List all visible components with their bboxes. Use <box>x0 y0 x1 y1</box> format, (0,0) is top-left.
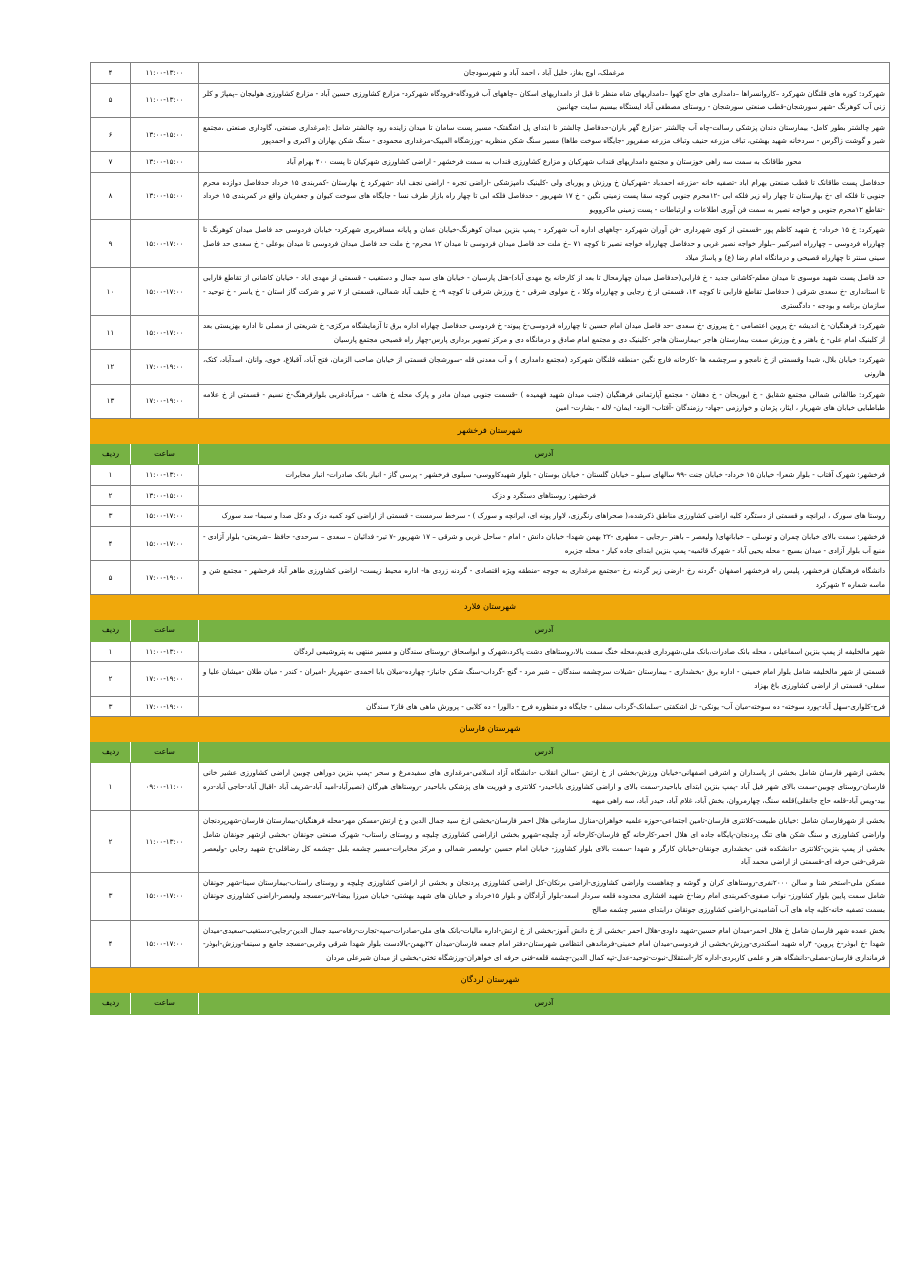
table-row <box>91 506 890 527</box>
column-header-row-number: ردیف <box>91 741 131 763</box>
time-cell: ۱۱:۰۰-۱۳:۰۰ <box>130 641 198 662</box>
column-header-address: آدرس <box>198 993 889 1015</box>
address-cell: فرخشهر: روستاهای دستگرد و دزک <box>198 485 889 506</box>
column-header-time: ساعت <box>130 993 198 1015</box>
address-cell: دانشگاه فرهنگیان فرخشهر، پلیس راه فرخشهر اصفهان -گردنه رخ -ارضی زیر گردنه رخ -مجتمع مرغداری به جوجه -منطقه ویژه اقتصادی - گردنه زردی ها- اداره محیط زیست- اراضی کشاورزی طاهر آباد فرخشهر - مجتمع شن و ماسه شماره ۲ شهرکرد <box>198 561 889 595</box>
time-cell: ۱۵:۰۰-۱۷:۰۰ <box>130 506 198 527</box>
time-cell: ۰۹:۰۰-۱۱:۰۰ <box>130 763 198 811</box>
row-number-cell: ۱۱ <box>91 316 131 350</box>
column-header-time: ساعت <box>130 443 198 465</box>
table-row <box>91 641 890 662</box>
time-cell: ۱۵:۰۰-۱۷:۰۰ <box>130 920 198 968</box>
county-title: شهرستان فرخشهر <box>91 418 890 443</box>
column-header-row-number: ردیف <box>91 443 131 465</box>
row-number-cell: ۹ <box>91 220 131 268</box>
county-header-row <box>91 595 890 620</box>
outage-schedule-table <box>90 62 890 1015</box>
table-row <box>91 384 890 418</box>
row-number-cell: ۱ <box>91 641 131 662</box>
column-header-time: ساعت <box>130 741 198 763</box>
table-row <box>91 561 890 595</box>
column-header-row <box>91 741 890 763</box>
address-cell: بخشی ازشهر فارسان شامل بخشی از پاسداران و اشرفی اصفهانی-خیابان ورزش-بخشی از خ ارتش -سالن انقلاب -دانشگاه آزاد اسلامی-مرغداری های سفیدمرغ و سحر -پمپ بنزین دوراهی چوبین اراضی کشاورزی عشیر خانی فارسان-روستای چوبین-سمت بالای شهر فیل آباد -پمپ بنزین ابتدای باباحیدر-سمت بالای و اراضی کشاورزی باباحیدر- کلانتری و فوریت های پزشکی باباحیدر -روستاهای هیرگان (نصیرآباد-امید آباد-شریف آباد -اقبال آباد-حاجی آباد-دره بید-ویس آباد-قلعه حاج جانقلی)قلعه سنگ، چهارمروان، بخش آباد، غلام آباد، حیدر آباد، سه راهی میهه <box>198 763 889 811</box>
table-row <box>91 350 890 384</box>
column-header-row-number: ردیف <box>91 993 131 1015</box>
address-cell: شهرکرد: فرهنگیان- خ اندیشه -خ پروین اعتصامی - خ پیروزی -خ سعدی -حد فاصل میدان امام حسین تا چهارراه فردوسی-خ پیوند- خ فردوسی حدفاصل چهاراه اداره برق تا آزمایشگاه مرکزی- خ شریعتی از مصلی تا اداره بهزیستی بعد از کلینیک امام علی- خ باهنر و خ ورزش سمت بیمارستان هاجر -بیمارستان هاجر -کلینیک دی و مجتمع امام صادق و درمانگاه دی و مرکز تصویر برداری پارس-چهار راه قصیحی مجتمع پارسیان <box>198 316 889 350</box>
address-cell: مرغملک، اوج بغاز، خلیل آباد ، احمد آباد و شهرسودجان <box>198 63 889 84</box>
table-row <box>91 117 890 151</box>
county-header-row <box>91 418 890 443</box>
time-cell: ۱۳:۰۰-۱۵:۰۰ <box>130 152 198 173</box>
county-title: شهرستان فارسان <box>91 717 890 742</box>
column-header-row <box>91 993 890 1015</box>
table-row <box>91 662 890 696</box>
time-cell: ۱۱:۰۰-۱۳:۰۰ <box>130 63 198 84</box>
table-row <box>91 485 890 506</box>
address-cell: حدفاصل پست طاقانک تا قطب صنعتی بهرام اباد -تصفیه خانه -مزرعه احمدباد -شهرکیان خ ورزش و پوربای ولی -کلینیک دامپزشکی -اراضی تجره - اراضی نجف اباد -شهرکرد خ بهارستان -کمربندی ۱۵ خرداد حدفاصل دوازده محرم جنوبی تا فلکه ای -خ بهارستان تا چهار راه زیر فلکه ابی -۱۲محرم جنوبی کوچه سقا پست زمینی نگین - خ ۱۷ شهریور - حدفاصل فلکه ابی تا چهار راه بازار طرف نسا - جایگاه های سوخت کیوان و جعفریان واقع در کمربندی ۱۵ خرداد -تقاطع ۱۲محرم جنوبی و خواجه نصیر به سمت فن آوری اطلاعات و ارتباطات - پست زمینی ماکروویو <box>198 172 889 220</box>
row-number-cell: ۴ <box>91 920 131 968</box>
column-header-row <box>91 620 890 642</box>
address-cell: بخش عمده شهر فارسان شامل خ هلال احمر-میدان امام حسین-شهید داودی-هلال احمر -بخشی از خ دانش آموز-بخشی از خ ارتش-اداره مالیات-بانک های ملی-صادرات-سپه-تجارت-رفاه-سید جمال الدین-رجایی-دستغیب-سعیدی-میدان شهدا -خ ابوذر-خ پروین- ۴راه شهید اسکندری-ورزش-بخشی از فردوسی-میدان امام خمینی-فرماندهی انتظامی شهرستان-دفتر امام جمعه فارسان-میدان ۲۲بهمن-بالادست بلوار شهدا شرقی وغربی-مسجد جامع و سینما-ورزش-ابوذر-فرمانداری فارسان-مصلی-دانشگاه هنر و علمی کاربردی-اداره کار-استقلال-نبوت-توحید-عدل-تپه کمال الدین-چشمه قلعه-فنی حرفه ای خواهران-ورزشگاه تختی-بخشی از میدان شیرعلی مردان <box>198 920 889 968</box>
county-header-row <box>91 968 890 993</box>
address-cell: قسمتی از شهر مالخلیفه شامل بلوار امام خمینی - اداره برق -بخشداری - بیمارستان -شیلات سرچشمه سندگان – شیر مرد - گنج -گرداب-سنگ شکن جانباز- چهارده-میلان بابا احمدی -شهریار -امیران - کندر - میان طلان -میشان علیا و سفلی- قسمتی از اراضی کشاورزی باغ بهزاد <box>198 662 889 696</box>
table-row <box>91 268 890 316</box>
row-number-cell: ۲ <box>91 662 131 696</box>
column-header-time: ساعت <box>130 620 198 642</box>
time-cell: ۱۱:۰۰-۱۳:۰۰ <box>130 811 198 872</box>
row-number-cell: ۳ <box>91 506 131 527</box>
table-row <box>91 152 890 173</box>
address-cell: شهرکرد: کوره های قلنگان شهرکرد –کاروانسراها –دامداری های حاج کهوا –دامداریهای شاه منظر تا قبل از دامداریهای اسکان –چاههای آب فرودگاه-فرودگاه شهرکرد- مزارع کشاورزی حسین آباد - مزارع کشاورزی هولیجان –پمپاژ و کلر زنی آب کوهرنگ -شهر سورشجان-قطب صنعتی سورشجان - روستای مصطفی آباد ایستگاه بیسیم سایت جهانبین <box>198 83 889 117</box>
table-row <box>91 526 890 560</box>
time-cell: ۱۷:۰۰-۱۹:۰۰ <box>130 384 198 418</box>
column-header-row <box>91 443 890 465</box>
address-cell: شهرکرد: طالقانی شمالی مجتمع شقایق - خ ابوریحان - خ دهقان - مجتمع آپارتمانی فرهنگیان (جنب میدان شهید فهمیده ) -قسمت جنوبی میدان مادر و پارک محله خ هاتف - میرآبادغربی بلوارفرهنگ-خ نسیم - قسمتی از خ علامه طباطبایی خیابان های شهریار ، ایثار، پژمان و خوارزمی -جهاد- رزمندگان -آفتاب- الوند- ایمان- لاله - بشارت- امین <box>198 384 889 418</box>
time-cell: ۱۵:۰۰-۱۷:۰۰ <box>130 872 198 920</box>
address-cell: شهر چالشتر بطور کامل- بیمارستان دندان پزشکی رسالت-چاه آب چالشتر -مزارع گهر باران-حدفاصل چالشتر تا ابتدای پل اشگفتک- مسیر پست سامان تا میدان زاینده رود چالشتر شامل :(مرغداری صنعتی، گاوداری صنعتی ،مجتمع شیر و گوشت زاگرس - سردخانه شهید بهشتی، تباف مزرعه حنیف وتباف مزرعه صفرپور -جایگاه سوخت طاها) مسیر سنگ شکن منظریه -ورزشگاه المپیک-مرغداری محمودی - سنگ شکن بهاران و اکبری و احمدپور <box>198 117 889 151</box>
row-number-cell: ۴ <box>91 63 131 84</box>
column-header-address: آدرس <box>198 741 889 763</box>
row-number-cell: ۱۳ <box>91 384 131 418</box>
row-number-cell: ۲ <box>91 485 131 506</box>
address-cell: محور طاقانک به سمت سه راهی خوزستان و مجتمع دامداریهای قنداب شهرکیان و مزارع کشاورزی قنداب به سمت فرخشهر - اراضی کشاورزی شهرکیان تا پست ۴۰۰ بهرام آباد <box>198 152 889 173</box>
column-header-row-number: ردیف <box>91 620 131 642</box>
row-number-cell: ۳ <box>91 872 131 920</box>
time-cell: ۱۱:۰۰-۱۳:۰۰ <box>130 83 198 117</box>
time-cell: ۱۷:۰۰-۱۹:۰۰ <box>130 561 198 595</box>
time-cell: ۱۷:۰۰-۱۹:۰۰ <box>130 662 198 696</box>
time-cell: ۱۵:۰۰-۱۷:۰۰ <box>130 268 198 316</box>
address-cell: فرخشهر: شهرک آفتاب - بلوار شعرا- خیابان ۱۵ خرداد- خیابان جنت -۹۹ سالهای سیلو – خیابان گلستان - خیابان بوستان - بلوار شهیدکاووسی- سیلوی فرخشهر - پرسی گاز - انبار بانک صادرات- انبار مخابرات <box>198 465 889 486</box>
address-cell: بخشی از شهرفارسان شامل :خیابان طبیعت-کلانتری فارسان-تامین اجتماعی-حوزه علمیه خواهران-منازل سازمانی هلال احمر فارسان-بخشی ازخ سید جمال الدین و خ ارتش-مسکن مهر-محله فرهنگیان-بیمارستان فارسان-شهرپردنجان واراضی کشاورزی و سنگ شکن های تنگ پردنجان-پایگاه جاده ای هلال احمر-کارخانه گچ فارسان-کارخانه آرد چلیچه-شهرو بخشی ازاراضی کشاورزی چلیچه و روستای راستاب- شهرک صنعتی جونقان -بخشی ازشهر جونقان شامل بخشی از پمپ بنزین-کلانتری -دانشکده فنی -بخشداری جونقان-خیابان کارگر و شهدا -سمت بالای بلوار کشاورز- خیابان امام حسین -ولیعصر شمالی و مرکز مخابرات-مسیر چشمه بلبل -چشمه کل رضاقلی-خ شهید رجایی -ولیعصر شرقی-فنی حرفه ای-قسمتی از اراضی محمد آباد <box>198 811 889 872</box>
row-number-cell: ۱ <box>91 763 131 811</box>
time-cell: ۱۷:۰۰-۱۹:۰۰ <box>130 696 198 717</box>
row-number-cell: ۴ <box>91 526 131 560</box>
column-header-address: آدرس <box>198 443 889 465</box>
table-row <box>91 872 890 920</box>
row-number-cell: ۱ <box>91 465 131 486</box>
address-cell: روستا های سورک ، ایرانچه و قسمتی از دستگرد کلیه اراضی کشاورزی مناطق ذکرشده،( صحراهای رنگرزی، لاوار پونه ای، ایرانچه و سورک ) - سرخط سرمست - قسمتی از اراضی کود کمبه دزک و دکل صدا و سیما- سد سورک <box>198 506 889 527</box>
table-row <box>91 220 890 268</box>
address-cell: فرح-کلواری-سهل آباد-پورد سوخته- ده سوخته-میان آب- یونکی- تل اشکفتی -سلمانک-گرداب سفلی - جایگاه دو منظوره فرح - دالورا - ده کلابی - پرورش ماهی های فاز۲ سندگان <box>198 696 889 717</box>
row-number-cell: ۷ <box>91 152 131 173</box>
row-number-cell: ۸ <box>91 172 131 220</box>
time-cell: ۱۳:۰۰-۱۵:۰۰ <box>130 485 198 506</box>
address-cell: شهرکرد: خ ۱۵ خرداد- خ شهید کاظم پور -قسمتی از کوی شهرداری -فن آوران شهرکرد -چاههای اداره آب شهرکرد - پمپ بنزین میدان کوهرنگ-خیابان عمان و پایانه مسافربری شهرکرد- خیابان فردوسی حد فاصل میدان کوهرنگ تا چهارراه فردوسی – چهارراه امیرکبیر –بلوار خواجه نصیر غربی و حدفاصل چهارراه خواجه نصیر تا کوچه ۷۱ –خ ملت حد فاصل میدان فردوسی تا میدان ۱۲ محرم- خ ملت حد فاصل میدان فردوسی تا میدان بوعلی - خ سعدی حد فاصل سینی سنتر تا چهارراه قصیحی و درمانگاه امام رضا (ع) و پاساژ میلاد <box>198 220 889 268</box>
table-row <box>91 920 890 968</box>
table-row <box>91 465 890 486</box>
row-number-cell: ۵ <box>91 561 131 595</box>
time-cell: ۱۵:۰۰-۱۷:۰۰ <box>130 220 198 268</box>
table-row <box>91 83 890 117</box>
column-header-address: آدرس <box>198 620 889 642</box>
address-cell: شهر مالخلیفه از پمپ بنزین اسماعیلی ، محله بانک صادرات،بانک ملی،شهرداری قدیم،محله خنگ سمت بالا،روستاهای دشت پاکرد،شهرک و ابواسحاق -روستای سندگان و مسیر منتهی به پتروشیمی لردگان <box>198 641 889 662</box>
address-cell: فرخشهر: سمت بالای خیابان چمران و توسلی – خیابانهای( ولیعصر – باهنر –رجایی – مطهری -۲۲ بهمن شهدا- خیابان دانش - امام - ساحل غربی و شرقی – ۱۷ شهریور -۷ تیر- فدائیان – سعدی – سرحدی- حافظ –شریعتی- بلوار آزادی - منبع آب بلوار آزادی - میدان بسیج - محله یحیی آباد - شهرک قائمیه- پمپ بنزین ابتدای جاده کیار - محله جزیره <box>198 526 889 560</box>
table-row <box>91 63 890 84</box>
row-number-cell: ۲ <box>91 811 131 872</box>
table-row <box>91 172 890 220</box>
row-number-cell: ۶ <box>91 117 131 151</box>
address-cell: حد فاصل پست شهید موسوی تا میدان معلم-کاشانی جدید - خ فارابی(حدفاصل میدان چهارمحال تا بعد از کارخانه یخ مهدی آباد)-هتل پارسیان - خیابان های سید جمال و دستغیب - قسمتی از مهدی اباد - خیابان کاشانی از تقاطع فارابی تا استانداری -خ سعدی شرقی ( حدفاصل تقاطع فارابی تا کوچه ۱۴، قسمتی از خ رجایی و چهارراه وکلا ، خ مولوی شرقی - خ ورزش شرقی تا کوچه ۹- خ خلیف آباد شمالی، قسمتی از ۷ تیر و شرکت گاز استان - خ یاسر - خ توحید - سازمان برنامه و بودجه - دادگستری <box>198 268 889 316</box>
table-row <box>91 696 890 717</box>
table-row <box>91 316 890 350</box>
row-number-cell: ۳ <box>91 696 131 717</box>
address-cell: شهرکرد: خیابان بلال، شیدا وقسمتی از خ نامجو و سرچشمه ها -کارخانه فارچ نگین -منطقه قلنگان شهرکرد (مجتمع دامداری ) و آب معدنی قله -سورشجان قسمتی از خیابان صاحب الزمان، فتح آباد، آقبلاغ، خوی، وانان، اسدآباد، کتک، هارونی <box>198 350 889 384</box>
time-cell: ۱۱:۰۰-۱۳:۰۰ <box>130 465 198 486</box>
time-cell: ۱۳:۰۰-۱۵:۰۰ <box>130 172 198 220</box>
time-cell: ۱۵:۰۰-۱۷:۰۰ <box>130 316 198 350</box>
address-cell: مسکن ملی-استخر شنا و سالن ۲۰۰۰نفری-روستاهای کران و گوشه و چغاهست واراضی کشاورزی-اراضی برنکان-کل اراضی کشاورزی پردنجان و بخشی از اراضی کشاورزی چلیچه و روستای راستاب-بیمارستان سینا-شهر جونقان شامل سمت پایین بلوار کشاورز- نواب صفوی-کمربندی امام رضا-خ شهید افشاری محدوده قلعه سردار اسعد-بلوار آزادگان و بلوار ۱۵خرداد و خیابان های شهید بهشتی- خیابان میرزا بیضا-۷تیر-مسجد ولیعصر-اراضی کشاورزی جونقان بسمت تصفیه خانه-کلیه چاه های آب آشامیدنی-اراضی کشاورزی جونقان درابتدای مسیر چشمه صالح <box>198 872 889 920</box>
county-title: شهرستان فلارد <box>91 595 890 620</box>
table-row <box>91 811 890 872</box>
row-number-cell: ۱۲ <box>91 350 131 384</box>
county-title: شهرستان لردگان <box>91 968 890 993</box>
row-number-cell: ۵ <box>91 83 131 117</box>
time-cell: ۱۵:۰۰-۱۷:۰۰ <box>130 526 198 560</box>
time-cell: ۱۳:۰۰-۱۵:۰۰ <box>130 117 198 151</box>
row-number-cell: ۱۰ <box>91 268 131 316</box>
county-header-row <box>91 717 890 742</box>
table-row <box>91 763 890 811</box>
time-cell: ۱۷:۰۰-۱۹:۰۰ <box>130 350 198 384</box>
